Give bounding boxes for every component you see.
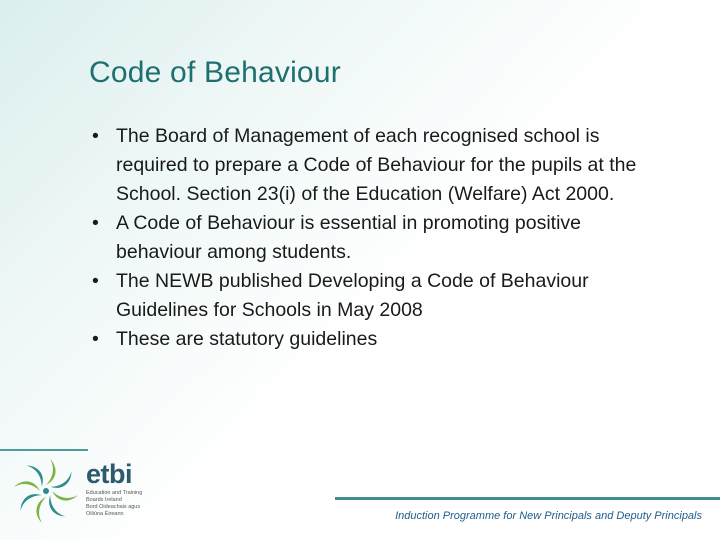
bullet-list [92, 122, 667, 354]
bullet-text: These are statutory guidelines [116, 328, 378, 350]
bullet-item [92, 325, 667, 354]
etbi-subtitle [86, 490, 196, 518]
bullet-dot: • [92, 270, 99, 292]
bullet-text: A Code of Behaviour is essential in promoting positive behaviour among students. [116, 212, 582, 263]
bullet-item [92, 267, 667, 325]
bullet-text: The Board of Management of each recognised school is required to prepare a Code of Behaviour for the pupils at the School. Section 23(i) of the Education (Welfare) Act 2000. [116, 125, 637, 205]
bullet-item [92, 209, 667, 267]
etbi-wordmark: etbi [86, 459, 133, 489]
etbi-subtitle-line: Education and Training [86, 490, 143, 496]
left-divider [0, 449, 88, 451]
bullet-dot: • [92, 328, 99, 350]
etbi-subtitle-line: Boards Ireland [86, 497, 122, 503]
etbi-swirl-logo-icon [10, 455, 82, 532]
footer-caption: Induction Programme for New Principals and Deputy Principals [395, 510, 702, 522]
slide-title: Code of Behaviour [89, 56, 341, 89]
footer-divider [335, 497, 720, 500]
bullet-item [92, 122, 667, 209]
bullet-text: The NEWB published Developing a Code of Behaviour Guidelines for Schools in May 2008 [116, 270, 589, 321]
bullet-dot: • [92, 125, 99, 147]
etbi-subtitle-line: Oiliúna Éireann [86, 511, 124, 517]
etbi-subtitle-line: Bord Oideachais agus [86, 504, 141, 510]
bullet-dot: • [92, 212, 99, 234]
